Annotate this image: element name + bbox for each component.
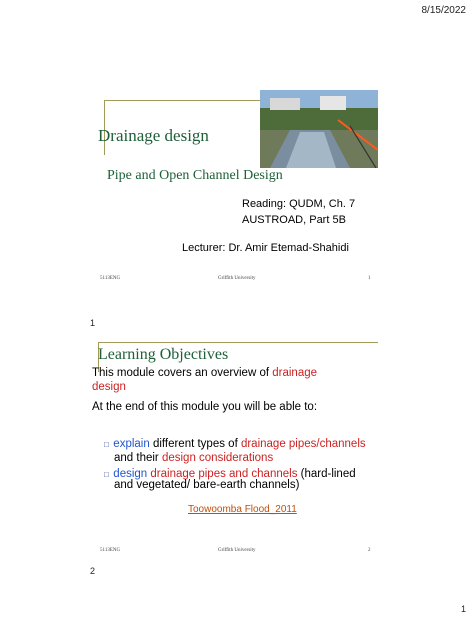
slide-title: Learning Objectives xyxy=(98,346,229,363)
footer-course-code: 5113ENG xyxy=(100,548,121,553)
footer-slide-number: 1 xyxy=(368,276,371,281)
print-date: 8/15/2022 xyxy=(421,5,466,16)
lecturer-line: Lecturer: Dr. Amir Etemad-Shahidi xyxy=(182,242,349,254)
bullet-1-highlight: drainage pipes/channels xyxy=(240,438,366,450)
slide-2-page-label: 2 xyxy=(90,566,96,576)
overview-highlight: drainage xyxy=(272,367,318,379)
bullet-square-icon: □ xyxy=(104,440,109,449)
bullet-2-highlight: drainage pipes and channels xyxy=(150,468,298,480)
slide-title: Drainage design xyxy=(98,126,209,145)
overview-line xyxy=(92,366,317,380)
bullet-square-icon: □ xyxy=(104,470,109,479)
bullet-1-highlight-2: design considerations xyxy=(161,452,274,464)
toowoomba-flood-link[interactable]: Toowoomba Flood_2011 xyxy=(188,504,297,515)
objectives-intro: At the end of this module you will be able to: xyxy=(92,401,318,413)
bullet-2-text: (hard-lined xyxy=(297,468,356,480)
slide-2 xyxy=(90,338,380,558)
slide-divider-horizontal xyxy=(104,100,264,101)
footer-slide-number: 2 xyxy=(368,548,371,553)
overview-line-2: design xyxy=(92,381,126,393)
overview-text: This module covers an overview of xyxy=(92,367,273,379)
bullet-1-text-2: and their xyxy=(114,452,162,464)
reading-line-1: Reading: QUDM, Ch. 7 xyxy=(242,198,356,210)
objective-bullet-2-cont: and vegetated/ bare-earth channels) xyxy=(114,479,300,491)
slide-1 xyxy=(90,90,380,300)
slide-subtitle: Pipe and Open Channel Design xyxy=(107,168,283,183)
drainage-channel-photo xyxy=(260,90,378,168)
slide-divider-horizontal xyxy=(98,342,378,343)
bullet-2-verb: design xyxy=(113,468,148,480)
slide-1-page-label: 1 xyxy=(90,318,96,328)
page-number: 1 xyxy=(460,604,466,614)
footer-university: Griffith University xyxy=(218,548,256,553)
reading-line-2: AUSTROAD, Part 5B xyxy=(242,214,346,226)
bullet-1-verb: explain xyxy=(113,438,150,450)
footer-university: Griffith University xyxy=(218,276,256,281)
footer-course-code: 5113ENG xyxy=(100,276,121,281)
bullet-1-text: different types of xyxy=(149,438,241,450)
